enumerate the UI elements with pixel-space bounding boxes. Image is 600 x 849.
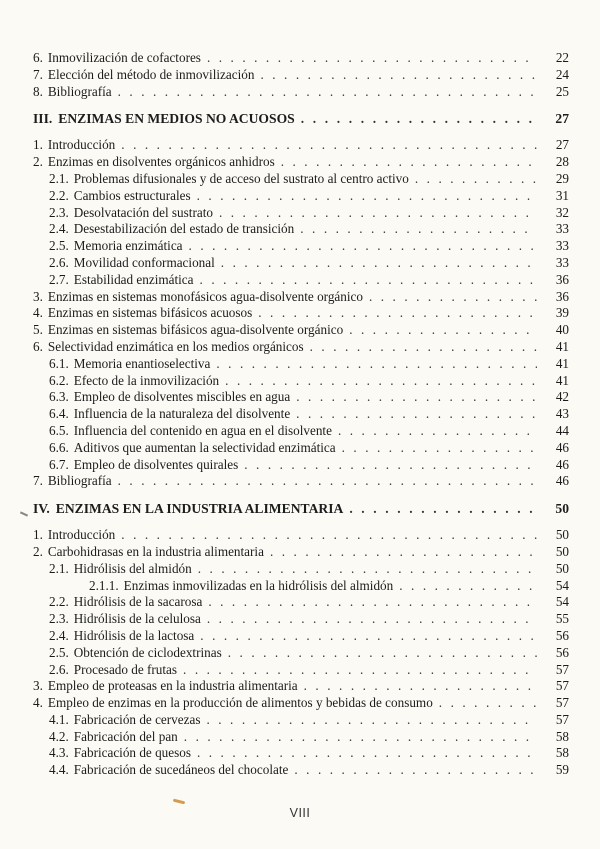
toc-entry-number: 1. [33,527,43,543]
toc-entry [33,578,569,595]
dot-leader [258,305,537,322]
toc-entry-title: Hidrólisis de la celulosa [73,611,201,627]
toc-entry-title: Influencia del contenido en agua en el disolvente [73,422,332,438]
toc-entry-number: 2.5. [49,238,69,254]
toc-entry [33,729,569,746]
toc-entry-number: 2.4. [49,627,69,643]
toc-entry-page: 55 [555,611,569,627]
toc-entry-page: 33 [555,221,569,237]
toc-entry-title: Memoria enzimática [73,238,183,254]
dot-leader [219,205,537,222]
dot-leader [296,389,537,406]
toc-entry-page: 36 [555,288,569,304]
toc-entry-title: Enzimas en sistemas bifásicos agua-disolvente orgánico [47,322,344,338]
toc-entry [33,84,569,101]
toc-entry-title: Empleo de disolventes quirales [73,456,239,472]
dot-leader [183,662,537,679]
toc-entry-title: Enzimas en disolventes orgánicos anhidros [47,154,275,170]
toc-entry [33,50,569,67]
dot-leader [197,745,537,762]
toc-entry-page: 44 [555,422,569,438]
dot-leader [121,527,537,544]
toc-entry [33,423,569,440]
toc-entry [33,662,569,679]
dot-leader [342,440,537,457]
toc-entry-title: Influencia de la naturaleza del disolvente [73,406,291,422]
dot-leader [301,108,537,129]
toc-entry-page: 56 [555,644,569,660]
toc-entry-title: Cambios estructurales [73,187,191,203]
toc-entry [33,272,569,289]
dot-leader [349,498,537,519]
toc-entry-title: Introducción [47,527,116,543]
toc-entry-page: 57 [555,678,569,694]
toc-entry-number: 2.3. [49,204,69,220]
dot-leader [118,473,537,490]
dot-leader [197,188,537,205]
toc-entry [33,137,569,154]
toc-chapter-heading [33,108,569,129]
toc-entry-page: 27 [555,137,569,153]
dot-leader [349,322,537,339]
toc-entry [33,154,569,171]
toc-entry-number: 2. [33,154,43,170]
toc-entry-page: 57 [555,711,569,727]
toc-entry [33,594,569,611]
toc-entry-page: 32 [555,204,569,220]
toc-entry-number: 2.2. [49,187,69,203]
toc-entry-page: 58 [555,745,569,761]
toc-entry-number: 4. [33,305,43,321]
toc-entry-number: 4.1. [49,711,69,727]
toc-entry-number: 2. [33,543,43,559]
toc-entry-page: 50 [555,560,569,576]
toc-entry [33,527,569,544]
toc-entry-title: Enzimas en sistemas monofásicos agua-disolvente orgánico [47,288,363,304]
toc-entry [33,67,569,84]
toc-entry-page: 31 [555,187,569,203]
toc-entry-number: 6.2. [49,372,69,388]
toc-entry-number: 2.1. [49,560,69,576]
toc-entry [33,561,569,578]
toc-entry-page: 28 [555,154,569,170]
toc-entry-page: 41 [555,338,569,354]
toc-entry-page: 41 [555,372,569,388]
dot-leader [399,578,537,595]
dot-leader [260,67,537,84]
toc-entry-number: 2.1. [49,170,69,186]
toc-entry-page: 43 [555,406,569,422]
toc-entry-title: Fabricación de sucedáneos del chocolate [73,762,289,778]
toc-entry-number: IV. [33,501,50,517]
dot-leader [121,137,537,154]
toc-entry-page: 50 [555,501,569,517]
dot-leader [189,238,537,255]
dot-leader [118,84,537,101]
toc-entry-title: Carbohidrasas en la industria alimentaria [47,543,264,559]
toc-entry-title: ENZIMAS EN MEDIOS NO ACUOSOS [58,111,295,127]
toc-entry [33,544,569,561]
toc-entry [33,745,569,762]
toc-entry [33,762,569,779]
toc-entry-page: 36 [555,271,569,287]
toc-entry-number: 6.1. [49,355,69,371]
toc-entry-page: 46 [555,439,569,455]
toc-entry-title: Empleo de enzimas en la producción de alimentos y bebidas de consumo [47,695,433,711]
toc-entry [33,373,569,390]
toc-entry-page: 42 [555,389,569,405]
toc-entry-number: 4.3. [49,745,69,761]
dot-leader [296,406,537,423]
dot-leader [184,729,537,746]
toc-entry-title: Enzimas en sistemas bifásicos acuosos [47,305,253,321]
toc-entry-number: 1. [33,137,43,153]
toc-entry-title: Empleo de disolventes miscibles en agua [73,389,291,405]
toc-entry-page: 57 [555,661,569,677]
dot-leader [216,356,537,373]
toc-entry-page: 25 [555,83,569,99]
toc-entry-number: 8. [33,83,43,99]
toc-entry-title: Movilidad conformacional [73,254,215,270]
dot-leader [281,154,537,171]
dot-leader [300,221,537,238]
toc-entry [33,305,569,322]
toc-entry-title: ENZIMAS EN LA INDUSTRIA ALIMENTARIA [55,501,344,517]
dot-leader [415,171,537,188]
toc-entry [33,289,569,306]
toc-entry-title: Elección del método de inmovilización [47,66,255,82]
toc-entry-page: 58 [555,728,569,744]
toc-entry-number: 2.6. [49,661,69,677]
toc-entry-page: 33 [555,254,569,270]
dot-leader [208,594,537,611]
toc-entry-title: Bibliografía [47,83,112,99]
toc-entry-page: 54 [555,594,569,610]
toc-entry-page: 40 [555,322,569,338]
toc-entry-number: III. [33,111,53,127]
toc-entry-page: 39 [555,305,569,321]
toc-entry-number: 2.7. [49,271,69,287]
toc-entry-title: Aditivos que aumentan la selectividad enzimática [73,439,336,455]
toc-entry [33,238,569,255]
toc-entry-page: 22 [555,50,569,65]
toc-entry-page: 57 [555,695,569,711]
toc-entry-title: Inmovilización de cofactores [47,50,201,65]
toc-entry [33,322,569,339]
toc-entry [33,188,569,205]
toc-entry-number: 7. [33,473,43,489]
toc-entry-title: Problemas difusionales y de acceso del sustrato al centro activo [73,170,409,186]
toc-entry [33,611,569,628]
toc-entry-title: Hidrólisis de la lactosa [73,627,195,643]
toc-entry-number: 6.6. [49,439,69,455]
dot-leader [221,255,537,272]
toc-entry-number: 6. [33,338,43,354]
toc-entry-title: Desestabilización del estado de transición [73,221,295,237]
dot-leader [207,50,537,67]
toc-entry-number: 6.3. [49,389,69,405]
toc-entry-page: 24 [555,66,569,82]
dot-leader [294,762,537,779]
toc-entry-title: Fabricación de cervezas [73,711,201,727]
toc-entry-page: 50 [555,543,569,559]
toc-entry [33,712,569,729]
toc-entry-title: Bibliografía [47,473,112,489]
dot-leader [200,272,537,289]
toc-entry-page: 41 [555,355,569,371]
dot-leader [228,645,537,662]
toc-entry [33,221,569,238]
toc-entry [33,473,569,490]
toc-entry-number: 2.3. [49,611,69,627]
toc-entry-number: 6. [33,50,43,65]
toc-entry-number: 4.2. [49,728,69,744]
toc-entry-number: 4.4. [49,762,69,778]
toc-entry-page: 27 [555,111,569,127]
toc-entry-title: Fabricación del pan [73,728,178,744]
toc-entry-title: Efecto de la inmovilización [73,372,220,388]
dot-leader [225,373,537,390]
toc-entry [33,205,569,222]
toc-entry-title: Hidrólisis de la sacarosa [73,594,203,610]
toc-entry-number: 3. [33,678,43,694]
toc-entry-page: 50 [555,527,569,543]
toc-entry-number: 6.7. [49,456,69,472]
toc-entry-title: Empleo de proteasas en la industria alimentaria [47,678,298,694]
dot-leader [198,561,537,578]
toc-entry-title: Desolvatación del sustrato [73,204,213,220]
toc-entry [33,457,569,474]
dot-leader [338,423,537,440]
ink-smudge [173,799,185,805]
toc-entry-number: 7. [33,66,43,82]
toc-entry [33,406,569,423]
toc-entry [33,356,569,373]
toc-entry-title: Memoria enantioselectiva [73,355,211,371]
toc-entry-title: Estabilidad enzimática [73,271,194,287]
dot-leader [207,611,537,628]
dot-leader [200,628,537,645]
toc-entry-number: 5. [33,322,43,338]
dot-leader [206,712,537,729]
toc-entry [33,678,569,695]
toc-entry [33,339,569,356]
toc-entry [33,628,569,645]
toc-entry [33,645,569,662]
toc-entry [33,255,569,272]
toc-entry-page: 54 [555,577,569,593]
toc-entry-page: 56 [555,627,569,643]
dot-leader [304,678,537,695]
toc-chapter-heading [33,498,569,519]
toc-entry-title: Obtención de ciclodextrinas [73,644,222,660]
toc-entry-number: 2.5. [49,644,69,660]
toc-entry-title: Enzimas inmovilizadas en la hidrólisis del almidón [123,577,394,593]
toc-entry-number: 6.5. [49,422,69,438]
dot-leader [369,289,537,306]
toc-entry-title: Selectividad enzimática en los medios orgánicos [47,338,304,354]
toc-entry-number: 2.6. [49,254,69,270]
toc-entry-page: 29 [555,170,569,186]
toc-entry-title: Hidrólisis del almidón [73,560,192,576]
dot-leader [439,695,537,712]
toc-entry-page: 46 [555,456,569,472]
dot-leader [270,544,537,561]
dot-leader [310,339,537,356]
page-number: VIII [289,806,311,820]
toc-entry-page: 33 [555,238,569,254]
toc-entry-page: 59 [555,762,569,778]
toc-entry-number: 2.4. [49,221,69,237]
toc-entry-page: 46 [555,473,569,489]
toc-entry-title: Fabricación de quesos [73,745,191,761]
toc-entry [33,389,569,406]
dot-leader [244,457,537,474]
toc-entry [33,171,569,188]
toc-entry-number: 2.1.1. [89,577,119,593]
toc-entry-number: 4. [33,695,43,711]
table-of-contents [33,50,569,779]
pen-mark [20,511,28,516]
toc-entry-title: Introducción [47,137,116,153]
toc-entry-title: Procesado de frutas [73,661,178,677]
toc-entry-number: 3. [33,288,43,304]
toc-entry [33,440,569,457]
toc-entry [33,695,569,712]
toc-entry-number: 2.2. [49,594,69,610]
toc-entry-number: 6.4. [49,406,69,422]
